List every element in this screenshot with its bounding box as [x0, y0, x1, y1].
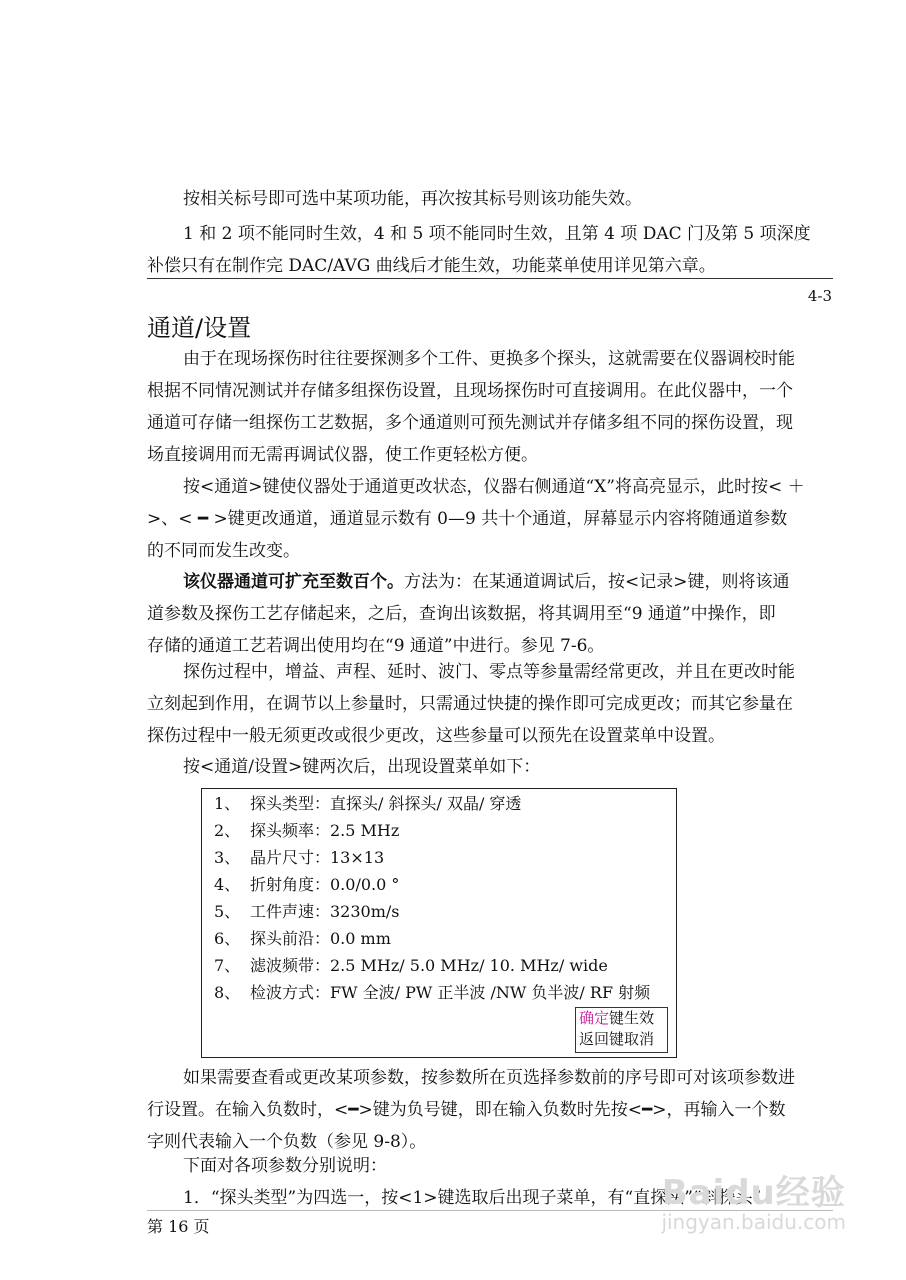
para7-line: 下面对各项参数分别说明： — [183, 1156, 387, 1176]
menu-item-number: 6、 — [214, 929, 241, 948]
para2-line-2: >、< ━ >键更改通道，通道显示数有 0—9 共十个通道，屏幕显示内容将随通道参数 — [147, 509, 788, 529]
confirm-line — [579, 1008, 667, 1029]
settings-menu-box — [201, 788, 677, 1058]
menu-item-6 — [214, 926, 391, 952]
paragraph-channel-key — [147, 471, 833, 567]
menu-item-number: 4、 — [214, 875, 241, 894]
menu-item-text: 折射角度：0.0/0.0 ° — [250, 875, 400, 894]
paragraph-parameters — [147, 656, 833, 752]
confirm-cancel-hint — [575, 1007, 668, 1053]
confirm-rest: 键生效 — [609, 1009, 655, 1027]
paragraph-channel-intro — [147, 343, 833, 471]
top-divider — [147, 278, 833, 279]
menu-item-number: 1、 — [214, 794, 241, 813]
menu-item-number: 7、 — [214, 956, 241, 975]
page-reference: 4-3 — [807, 287, 832, 305]
menu-item-number: 2、 — [214, 821, 241, 840]
cancel-line: 返回键取消 — [579, 1030, 655, 1048]
para6-line-1: 如果需要查看或更改某项参数，按参数所在页选择参数前的序号即可对该项参数进 — [183, 1068, 795, 1088]
para4-line-3: 探伤过程中一般无须更改或很少更改，这些参量可以预先在设置菜单中设置。 — [147, 726, 725, 746]
para3-line-3: 存储的通道工艺若调出使用均在“9 通道”中进行。参见 7-6。 — [147, 636, 605, 656]
baidu-watermark — [661, 1165, 846, 1234]
para1-line-1: 由于在现场探伤时往往要探测多个工件、更换多个探头，这就需要在仪器调校时能 — [183, 349, 795, 369]
para2-line-1: 按<通道>键使仪器处于通道更改状态，仪器右侧通道“X”将高亮显示，此时按< ＋ — [183, 477, 805, 497]
paragraph-channel-expand — [147, 566, 833, 662]
menu-item-3 — [214, 845, 384, 871]
para2-line-3: 的不同而发生改变。 — [147, 541, 300, 561]
section-title: 通道/设置 — [147, 314, 252, 342]
menu-item-8 — [214, 980, 650, 1006]
watermark-url: jingyan.baidu.com — [661, 1210, 846, 1234]
menu-item-text: 晶片尺寸：13×13 — [250, 848, 385, 867]
para6-line-3: 字则代表输入一个负数（参见 9-8）。 — [147, 1132, 427, 1152]
para3-bold-lead: 该仪器通道可扩充至数百个。 — [183, 572, 404, 592]
menu-item-text: 滤波频带：2.5 MHz/ 5.0 MHz/ 10. MHz/ wide — [250, 956, 608, 975]
para1-line-2: 根据不同情况测试并存储多组探伤设置，且现场探伤时可直接调用。在此仪器中，一个 — [147, 381, 793, 401]
menu-item-text: 探头频率：2.5 MHz — [250, 821, 400, 840]
para3-line-2: 道参数及探伤工艺存储起来，之后，查询出该数据，将其调用至“9 通道”中操作，即 — [147, 604, 776, 624]
paragraph-menu-intro — [147, 751, 869, 783]
intro-line-1 — [147, 183, 869, 215]
para3-line-1-rest: 方法为：在某通道调试后，按<记录>键，则将该通 — [404, 572, 790, 592]
para1-line-4: 场直接调用而无需再调试仪器，使工作更轻松方便。 — [147, 445, 538, 465]
para5-line: 按<通道/设置>键两次后，出现设置菜单如下： — [183, 757, 541, 777]
para3-line-1 — [147, 566, 833, 598]
intro-paragraph-2 — [147, 218, 833, 282]
menu-item-1 — [214, 791, 521, 817]
para8-line: 1．“探头类型”为四选一，按<1>键选取后出现子菜单，有“直探头”“斜探头” — [183, 1188, 762, 1208]
menu-item-text: 检波方式：FW 全波/ PW 正半波 /NW 负半波/ RF 射频 — [250, 983, 651, 1002]
paragraph-negative-input — [147, 1062, 833, 1158]
intro-text-2a: 1 和 2 项不能同时生效，4 和 5 项不能同时生效，且第 4 项 DAC 门及第 5 项深度 — [183, 224, 811, 244]
confirm-highlight: 确定 — [579, 1009, 610, 1027]
watermark-logo: Baidu经验 — [661, 1173, 846, 1213]
menu-item-number: 3、 — [214, 848, 241, 867]
menu-item-4 — [214, 872, 399, 898]
menu-item-7 — [214, 953, 608, 979]
menu-item-text: 工件声速：3230m/s — [250, 902, 400, 921]
menu-item-number: 5、 — [214, 902, 241, 921]
intro-text-2b: 补偿只有在制作完 DAC/AVG 曲线后才能生效，功能菜单使用详见第六章。 — [147, 256, 716, 276]
para4-line-2: 立刻起到作用，在调节以上参量时，只需通过快捷的操作即可完成更改；而其它参量在 — [147, 694, 793, 714]
para6-line-2: 行设置。在输入负数时，<━>键为负号键，即在输入负数时先按<━>，再输入一个数 — [147, 1100, 786, 1120]
para1-line-3: 通道可存储一组探伤工艺数据，多个通道则可预先测试并存储多组不同的探伤设置，现 — [147, 413, 793, 433]
menu-item-2 — [214, 818, 399, 844]
para4-line-1: 探伤过程中，增益、声程、延时、波门、零点等参量需经常更改，并且在更改时能 — [183, 662, 795, 682]
page-footer: 第 16 页 — [147, 1217, 210, 1236]
menu-item-text: 探头类型：直探头/ 斜探头/ 双晶/ 穿透 — [250, 794, 522, 813]
intro-text-1: 按相关标号即可选中某项功能，再次按其标号则该功能失效。 — [183, 189, 642, 209]
menu-item-number: 8、 — [214, 983, 241, 1002]
menu-item-text: 探头前沿：0.0 mm — [250, 929, 391, 948]
menu-item-5 — [214, 899, 400, 925]
